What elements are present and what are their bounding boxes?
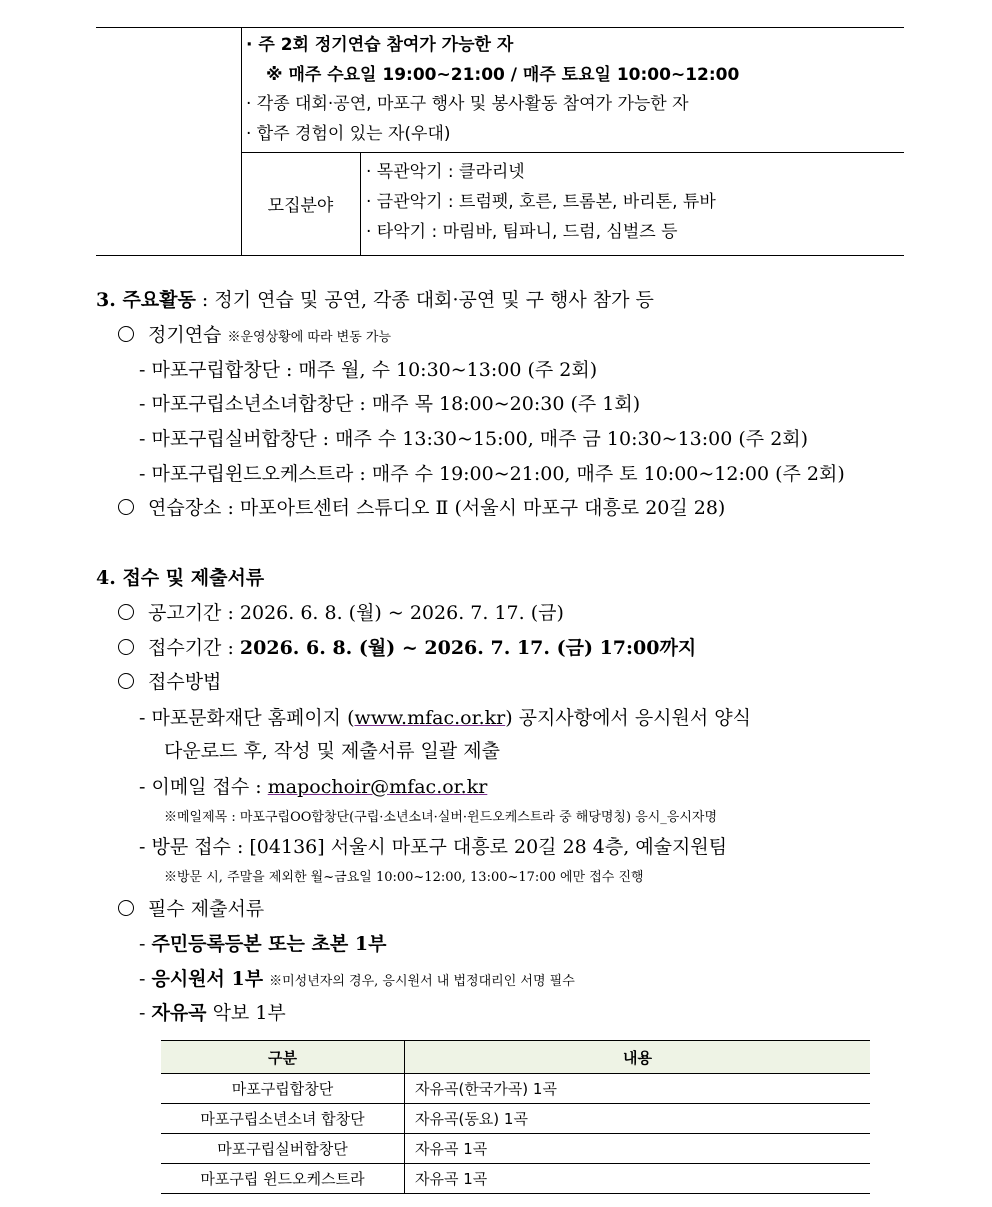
doc-item: - 주민등록등본 또는 초본 1부 (139, 933, 387, 955)
apply-label: 접수기간 : (148, 637, 240, 659)
circle-bullet-icon (118, 673, 134, 689)
table-header-row (161, 1041, 870, 1074)
circle-bullet-icon (118, 900, 134, 916)
table-cell: 자유곡 1곡 (405, 1134, 871, 1164)
venue-row (118, 494, 725, 522)
venue-text: 연습장소 : 마포아트센터 스튜디오 Ⅱ (서울시 마포구 대흥로 20길 28) (148, 497, 726, 519)
recruit-item: · 금관악기 : 트럼펫, 호른, 트롬본, 바리톤, 튜바 (366, 192, 716, 212)
section4-heading: 4. 접수 및 제출서류 (96, 567, 265, 589)
table-cell: 마포구립소년소녀 합창단 (161, 1104, 405, 1134)
table-cell: 자유곡(한국가곡) 1곡 (405, 1074, 871, 1104)
practice-row (118, 321, 391, 352)
circle-bullet-icon (118, 604, 134, 620)
table-cell: 마포구립합창단 (161, 1074, 405, 1104)
homepage-row (139, 704, 751, 732)
circle-bullet-icon (118, 639, 134, 655)
homepage-text: - 마포문화재단 홈페이지 ( (139, 707, 355, 729)
notice-period: 공고기간 : 2026. 6. 8. (월) ~ 2026. 7. 17. (금) (148, 602, 564, 624)
circle-bullet-icon (118, 326, 134, 342)
section-summary: : 정기 연습 및 공연, 각종 대회·공연 및 구 행사 참가 등 (195, 289, 654, 311)
table-row (161, 1134, 870, 1164)
practice-item: - 마포구립소년소녀합창단 : 매주 목 18:00~20:30 (주 1회) (139, 393, 641, 415)
table-cell: 마포구립 윈드오케스트라 (161, 1164, 405, 1194)
table-row (161, 1104, 870, 1134)
method-row (118, 668, 221, 696)
recruit-item: · 타악기 : 마림바, 팀파니, 드럼, 심벌즈 등 (366, 222, 678, 242)
doc-name: 자유곡 (151, 1002, 207, 1024)
email-row (139, 773, 487, 801)
submission-table (161, 1040, 870, 1194)
doc-item: - 자유곡 악보 1부 (139, 1002, 286, 1024)
section-title: 3. 주요활동 (96, 289, 196, 311)
practice-item: - 마포구립합창단 : 매주 월, 수 10:30~13:00 (주 2회) (139, 359, 598, 381)
apply-period-row (118, 634, 696, 662)
column-header: 내용 (405, 1041, 871, 1074)
eligibility-table (96, 27, 904, 256)
method-title: 접수방법 (148, 671, 222, 693)
email-link[interactable]: mapochoir@mfac.or.kr (267, 776, 488, 798)
doc-name: 응시원서 1부 (151, 968, 264, 990)
doc-name-rest: 악보 1부 (206, 1002, 286, 1024)
eligibility-line: · 합주 경험이 있는 자(우대) (246, 124, 451, 144)
docs-title: 필수 제출서류 (148, 898, 265, 920)
doc-name: 주민등록등본 또는 초본 1부 (151, 933, 387, 955)
visit-note: ※방문 시, 주말을 제외한 월~금요일 10:00~12:00, 13:00~17:00 에만 접수 진행 (164, 870, 644, 885)
doc-item: - 응시원서 1부 ※미성년자의 경우, 응시원서 내 법정대리인 서명 필수 (139, 968, 575, 990)
table-row (161, 1074, 870, 1104)
eligibility-line: · 각종 대회·공연, 마포구 행사 및 봉사활동 참여가 가능한 자 (246, 94, 689, 114)
homepage-link[interactable]: www.mfac.or.kr (354, 707, 506, 729)
table-cell: 자유곡(동요) 1곡 (405, 1104, 871, 1134)
table-cell: 자유곡 1곡 (405, 1164, 871, 1194)
column-header: 구분 (161, 1041, 405, 1074)
notice-period-row (118, 599, 564, 627)
apply-period: 2026. 6. 8. (월) ~ 2026. 7. 17. (금) 17:00까지 (239, 637, 697, 659)
visit-row: - 방문 접수 : [04136] 서울시 마포구 대흥로 20길 28 4층, 예술지원팀 (139, 836, 728, 858)
recruit-item: · 목관악기 : 클라리넷 (366, 162, 525, 182)
docs-title-row (118, 895, 264, 923)
doc-note: ※미성년자의 경우, 응시원서 내 법정대리인 서명 필수 (269, 974, 575, 989)
homepage-line2: 다운로드 후, 작성 및 제출서류 일괄 제출 (164, 740, 500, 762)
email-note: ※메일제목 : 마포구립OO합창단(구립·소년소녀·실버·윈드오케스트라 중 해당명칭) 응시_응시자명 (164, 810, 718, 825)
section3-heading (96, 286, 654, 314)
practice-item: - 마포구립윈드오케스트라 : 매주 수 19:00~21:00, 매주 토 10:00~12:00 (주 2회) (139, 463, 845, 485)
table-divider (360, 152, 361, 255)
homepage-text: ) 공지사항에서 응시원서 양식 (505, 707, 751, 729)
practice-title: 정기연습 (148, 324, 222, 346)
email-label: - 이메일 접수 : (139, 776, 268, 798)
table-cell: 마포구립실버합창단 (161, 1134, 405, 1164)
practice-item: - 마포구립실버합창단 : 매주 수 13:30~15:00, 매주 금 10:30~13:00 (주 2회) (139, 428, 809, 450)
eligibility-line: · 주 2회 정기연습 참여가 가능한 자 (246, 35, 514, 55)
eligibility-schedule: ※ 매주 수요일 19:00~21:00 / 매주 토요일 10:00~12:00 (266, 65, 740, 85)
circle-bullet-icon (118, 499, 134, 515)
practice-note: ※운영상황에 따라 변동 가능 (227, 330, 392, 345)
table-row (161, 1164, 870, 1194)
recruit-label: 모집분야 (267, 196, 334, 216)
